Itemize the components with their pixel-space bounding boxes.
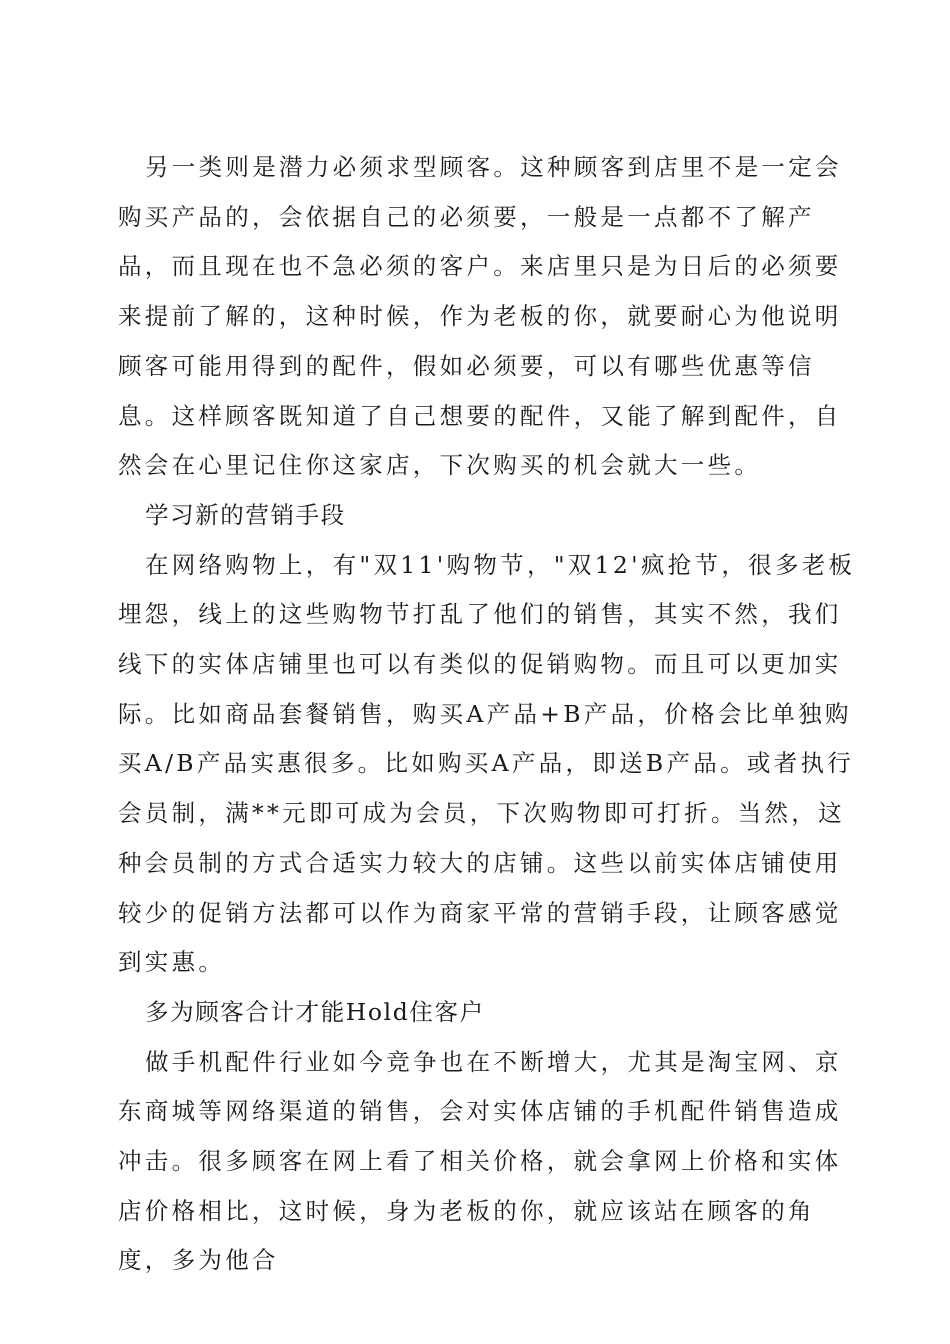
document-body	[118, 143, 858, 1286]
paragraph-shopping-festivals: 在网络购物上，有"双11'购物节，"双12'疯抢节，很多老板埋怨，线上的这些购物节打乱了他们的销售，其实不然，我们线下的实体店铺里也可以有类似的促销购物。而且可以更加实际。比如商品套餐销售，购买A产品+B产品，价格会比单独购买A/B产品实惠很多。比如购买A产品，即送B产品。或者执行会员制，满**元即可成为会员，下次购物即可打折。当然，这种会员制的方式合适实力较大的店铺。这些以前实体店铺使用较少的促销方法都可以作为商家平常的营销手段，让顾客感觉到实惠。	[118, 550, 856, 977]
section-heading-hold-customers: 多为顾客合计才能Hold住客户	[145, 997, 485, 1026]
section-heading-new-marketing: 学习新的营销手段	[145, 500, 346, 529]
paragraph-competition: 做手机配件行业如今竞争也在不断增大，尤其是淘宝网、京东商城等网络渠道的销售，会对实体店铺的手机配件销售造成冲击。很多顾客在网上看了相关价格，就会拿网上价格和实体店价格相比，这时候，身为老板的你，就应该站在顾客的角度，多为他合	[118, 1047, 842, 1275]
paragraph-potential-customers: 另一类则是潜力必须求型顾客。这种顾客到店里不是一定会购买产品的，会依据自己的必须要，一般是一点都不了解产品，而且现在也不急必须的客户。来店里只是为日后的必须要来提前了解的，这种时候，作为老板的你，就要耐心为他说明顾客可能用得到的配件，假如必须要，可以有哪些优惠等信息。这样顾客既知道了自己想要的配件，又能了解到配件，自然会在心里记住你这家店，下次购买的机会就大一些。	[118, 153, 842, 480]
